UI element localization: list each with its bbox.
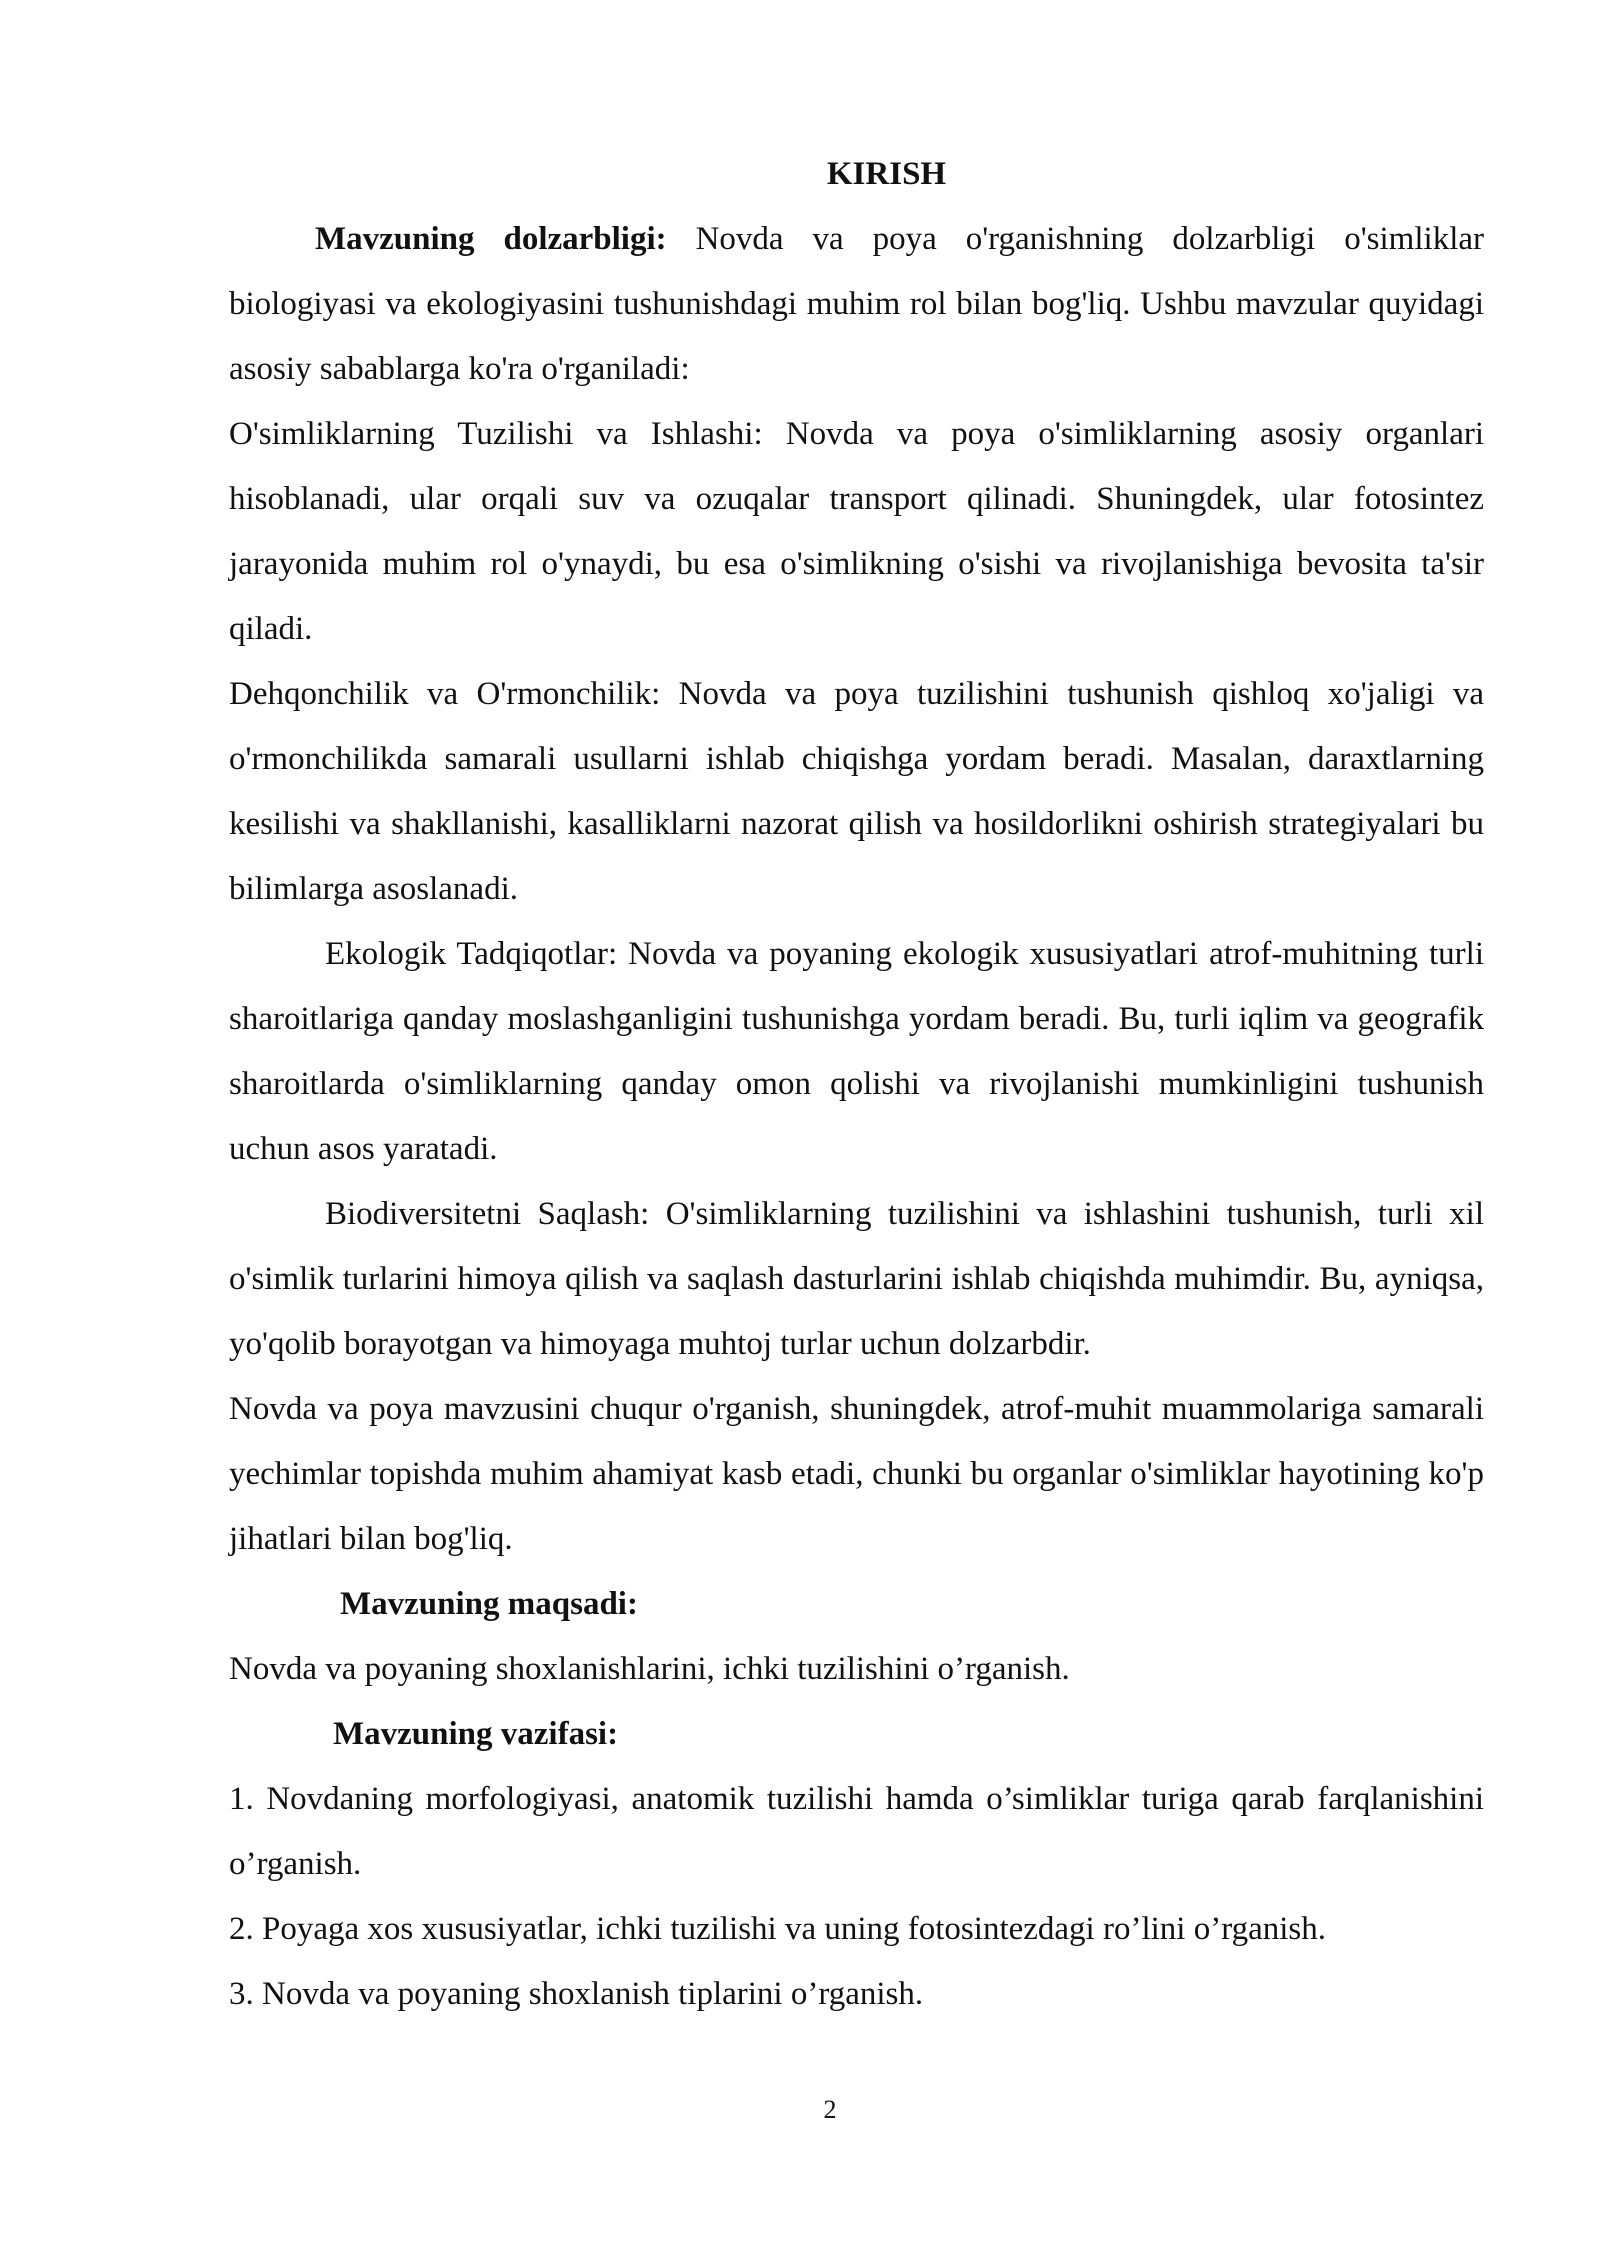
paragraph-xulosa: Novda va poya mavzusini chuqur o'rganish, shuningdek, atrof-muhit muammolariga samarali yechimlar topishda muhim ahamiyat kasb etadi, chunki bu organlar o'simliklar hayotining ko'p jihatlari bilan bog'liq. [229,1391,1484,1557]
paragraph-tuzilishi: O'simliklarning Tuzilishi va Ishlashi: Novda va poya o'simliklarning asosiy organlari hisoblanadi, ular orqali suv va ozuqalar transport qilinadi. Shuningdek, ular fotosintez jarayonida muhim rol o'ynaydi, bu esa o'simlikning o'sishi va rivojlanishiga bevosita ta'sir qiladi. [229,416,1484,647]
page-number: 2 [823,2095,837,2124]
paragraph-ekologik: Ekologik Tadqiqotlar: Novda va poyaning ekologik xususiyatlari atrof-muhitning turli sharoitlariga qanday moslashganligini tushunishga yordam beradi. Bu, turli iqlim va geografik sharoitlarda o'simliklarning qanday omon qolishi va rivojlanishi mumkinligini tushunish uchun asos yaratadi. [229,936,1484,1167]
page-content [229,142,1484,2027]
vazifa-item-2: 2. Poyaga xos xususiyatlar, ichki tuzilishi va uning fotosintezdagi ro’lini o’rganish. [229,1911,1326,1947]
paragraph-biodiversitet: Biodiversitetni Saqlash: O'simliklarning tuzilishini va ishlashini tushunish, turli xil o'simlik turlarini himoya qilish va saqlash dasturlarini ishlab chiqishda muhimdir. Bu, ayniqsa, yo'qolib borayotgan va himoyaga muhtoj turlar uchun dolzarbdir. [229,1196,1484,1362]
dolzarblik-text: Novda va poya o'rganishning dolzarbligi o'simliklar biologiyasi va ekologiyasini tushunishdagi muhim rol bilan bog'liq. Ushbu mavzular quyidagi asosiy sabablarga ko'ra o'rganiladi: [229,221,1484,387]
paragraph-dehqonchilik: Dehqonchilik va O'rmonchilik: Novda va poya tuzilishini tushunish qishloq xo'jaligi va o'rmonchilikda samarali usullarni ishlab chiqishga yordam beradi. Masalan, daraxtlarning kesilishi va shakllanishi, kasalliklarni nazorat qilish va hosildorlikni oshirish strategiyalari bu bilimlarga asoslanadi. [229,676,1484,907]
maqsad-text: Novda va poyaning shoxlanishlarini, ichki tuzilishini o’rganish. [229,1651,1070,1687]
maqsad-heading: Mavzuning maqsadi: [340,1586,638,1622]
vazifa-item-3: 3. Novda va poyaning shoxlanish tiplarini o’rganish. [229,1976,924,2012]
vazifa-item-1: 1. Novdaning morfologiyasi, anatomik tuzilishi hamda o’simliklar turiga qarab farqlanishini o’rganish. [229,1781,1484,1882]
paragraph-dolzarblik [229,207,1484,402]
vazifa-heading: Mavzuning vazifasi: [333,1716,619,1752]
dolzarblik-label: Mavzuning dolzarbligi: [315,221,667,257]
section-title: KIRISH [826,156,947,192]
